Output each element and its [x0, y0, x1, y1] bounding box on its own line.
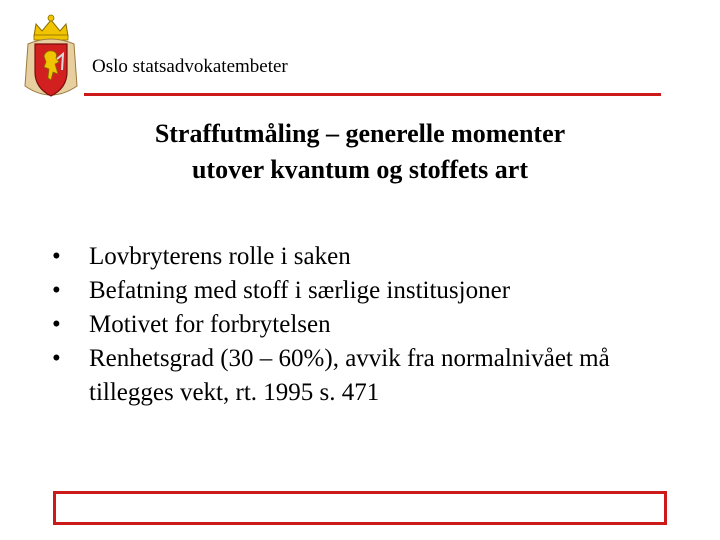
bullet-list [0, 240, 720, 410]
bullet-item [0, 308, 649, 342]
bullet-item [0, 274, 649, 308]
bullet-item [0, 240, 649, 274]
coat-of-arms-icon [22, 14, 80, 102]
bullet-dot: • [52, 277, 61, 304]
bullet-text: Renhetsgrad (30 – 60%), avvik fra normalnivået må tillegges vekt, rt. 1995 s. 471 [89, 345, 610, 406]
slide-title-line-1: Straffutmåling – generelle momenter [154, 119, 566, 148]
bullet-text: Lovbryterens rolle i saken [89, 243, 351, 270]
slide-title [80, 116, 640, 188]
bullet-text: Befatning med stoff i særlige institusjoner [89, 277, 511, 304]
bullet-text: Motivet for forbrytelsen [89, 311, 331, 338]
footer-frame [53, 491, 667, 525]
bullet-dot: • [52, 311, 61, 338]
bullet-dot: • [52, 345, 61, 372]
organization-name: Oslo statsadvokatembeter [92, 56, 288, 77]
bullet-dot: • [52, 243, 61, 270]
slide-title-line-2: utover kvantum og stoffets art [191, 155, 529, 184]
header-divider [84, 93, 661, 96]
bullet-item [0, 342, 649, 410]
